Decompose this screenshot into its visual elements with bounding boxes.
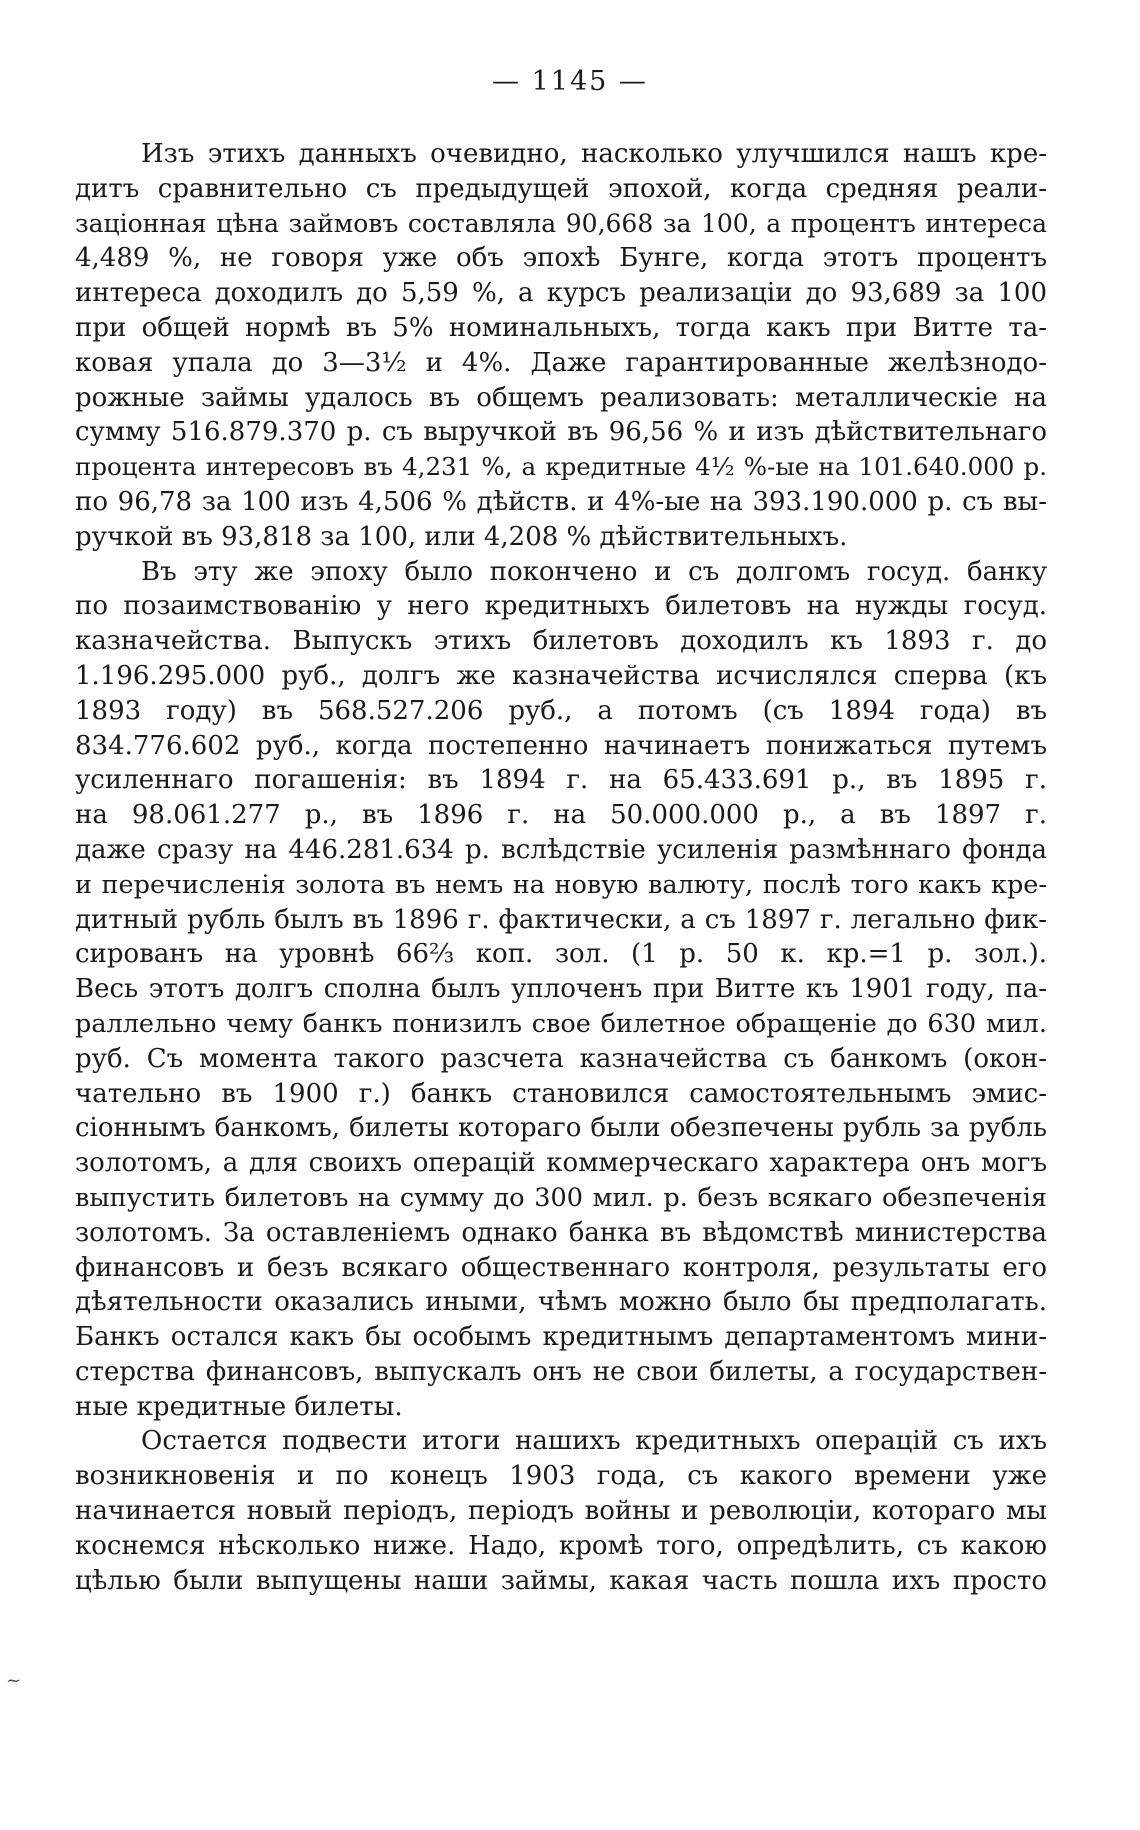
text-line: рожные займы удалось въ общемъ реализовать: металлическіе на: [75, 382, 1047, 413]
text-line: ковая упала до 3—3½ и 4%. Даже гарантированные желѣзнодо-: [75, 347, 1047, 378]
text-line: цѣлью были выпущены наши займы, какая часть пошла ихъ просто: [75, 1565, 1047, 1596]
text-line: дитный рубль былъ въ 1896 г. фактически, а съ 1897 г. легально фик-: [75, 904, 1047, 935]
text-line: ручкой въ 93,818 за 100, или 4,208 % дѣйствительныхъ.: [75, 521, 848, 552]
paragraph-3: [75, 1424, 1047, 1598]
text-line: 1.196.295.000 руб., долгъ же казначейства исчислялся сперва (къ: [75, 660, 1047, 691]
text-line: на 98.061.277 р., въ 1896 г. на 50.000.000 р., а въ 1897 г.: [75, 800, 1047, 831]
text-line: ные кредитные билеты.: [75, 1391, 403, 1422]
text-line: сированъ на уровнѣ 66⅔ коп. зол. (1 р. 50 к. кр.=1 р. зол.).: [75, 939, 1047, 970]
text-line: заціонная цѣна займовъ составляла 90,668 за 100, а процентъ интереса: [75, 208, 1047, 238]
text-line: усиленнаго погашенія: въ 1894 г. на 65.433.691 р., въ 1895 г.: [75, 765, 1047, 796]
text-line: Остается подвести итоги нашихъ кредитныхъ операцій съ ихъ: [141, 1426, 1047, 1457]
text-line: начинается новый періодъ, періодъ войны и революціи, котораго мы: [75, 1496, 1047, 1527]
text-line: выпустить билетовъ на сумму до 300 мил. р. безъ всякаго обезпеченія: [75, 1182, 1047, 1213]
text-line: золотомъ. За оставленіемъ однако банка въ вѣдомствѣ министерства: [75, 1217, 1047, 1248]
text-line: раллельно чему банкъ понизилъ свое билетное обращеніе до 630 мил.: [75, 1008, 1047, 1039]
text-line: финансовъ и безъ всякаго общественнаго контроля, результаты его: [75, 1252, 1047, 1283]
text-line: дитъ сравнительно съ предыдущей эпохой, когда средняя реали-: [75, 173, 1047, 204]
text-line: казначейства. Выпускъ этихъ билетовъ доходилъ къ 1893 г. до: [75, 626, 1047, 657]
paragraph-2: [75, 555, 1047, 1425]
body-text: [75, 137, 1047, 1598]
text-line: Въ эту же эпоху было покончено и съ долгомъ госуд. банку: [141, 556, 1047, 587]
text-line: интереса доходилъ до 5,59 %, а курсъ реализаціи до 93,689 за 100: [75, 278, 1047, 309]
text-line: Весь этотъ долгъ сполна былъ уплоченъ при Витте къ 1901 году, па-: [75, 974, 1047, 1005]
text-line: 1893 году) въ 568.527.206 руб., а потомъ (съ 1894 года) въ: [75, 695, 1047, 726]
text-line: и перечисленія золота въ немъ на новую валюту, послѣ того какъ кре-: [75, 869, 1047, 900]
text-line: коснемся нѣсколько ниже. Надо, кромѣ того, опредѣлить, съ какою: [75, 1530, 1047, 1561]
text-line: 4,489 %, не говоря уже объ эпохѣ Бунге, когда этотъ процентъ: [75, 243, 1047, 274]
text-line: при общей нормѣ въ 5% номинальныхъ, тогда какъ при Витте та-: [75, 312, 1047, 343]
text-line: золотомъ, а для своихъ операцій коммерческаго характера онъ могъ: [75, 1148, 1047, 1179]
text-line: даже сразу на 446.281.634 р. вслѣдствіе усиленія размѣннаго фонда: [75, 834, 1047, 865]
text-line: стерства финансовъ, выпускалъ онъ не свои билеты, а государствен-: [75, 1356, 1047, 1387]
text-line: чательно въ 1900 г.) банкъ становился самостоятельнымъ эмис-: [75, 1078, 1047, 1109]
text-line: по 96,78 за 100 изъ 4,506 % дѣйств. и 4%-ые на 393.190.000 р. съ вы-: [75, 486, 1047, 517]
text-line: 834.776.602 руб., когда постепенно начинаетъ понижаться путемъ: [75, 730, 1047, 761]
text-line: сіоннымъ банкомъ, билеты котораго были обезпечены рубль за рубль: [75, 1113, 1047, 1144]
text-line: руб. Съ момента такого разсчета казначейства съ банкомъ (окон-: [75, 1043, 1047, 1074]
margin-mark: ~: [6, 1670, 22, 1691]
text-line: дѣятельности оказались иными, чѣмъ можно было бы предполагать.: [75, 1287, 1047, 1318]
paragraph-1: [75, 137, 1047, 555]
text-line: Изъ этихъ данныхъ очевидно, насколько улучшился нашъ кре-: [141, 139, 1047, 169]
text-line: сумму 516.879.370 р. съ выручкой въ 96,56 % и изъ дѣйствительнаго: [75, 417, 1047, 448]
text-line: процента интересовъ въ 4,231 %, а кредитные 4½ %-ые на 101.640.000 р.: [75, 452, 1047, 482]
page-number: — 1145 —: [492, 66, 648, 97]
text-line: Банкъ остался какъ бы особымъ кредитнымъ департаментомъ мини-: [75, 1322, 1047, 1353]
text-line: возникновенія и по конецъ 1903 года, съ какого времени уже: [75, 1461, 1047, 1492]
text-line: по позаимствованію у него кредитныхъ билетовъ на нужды госуд.: [75, 591, 1047, 622]
